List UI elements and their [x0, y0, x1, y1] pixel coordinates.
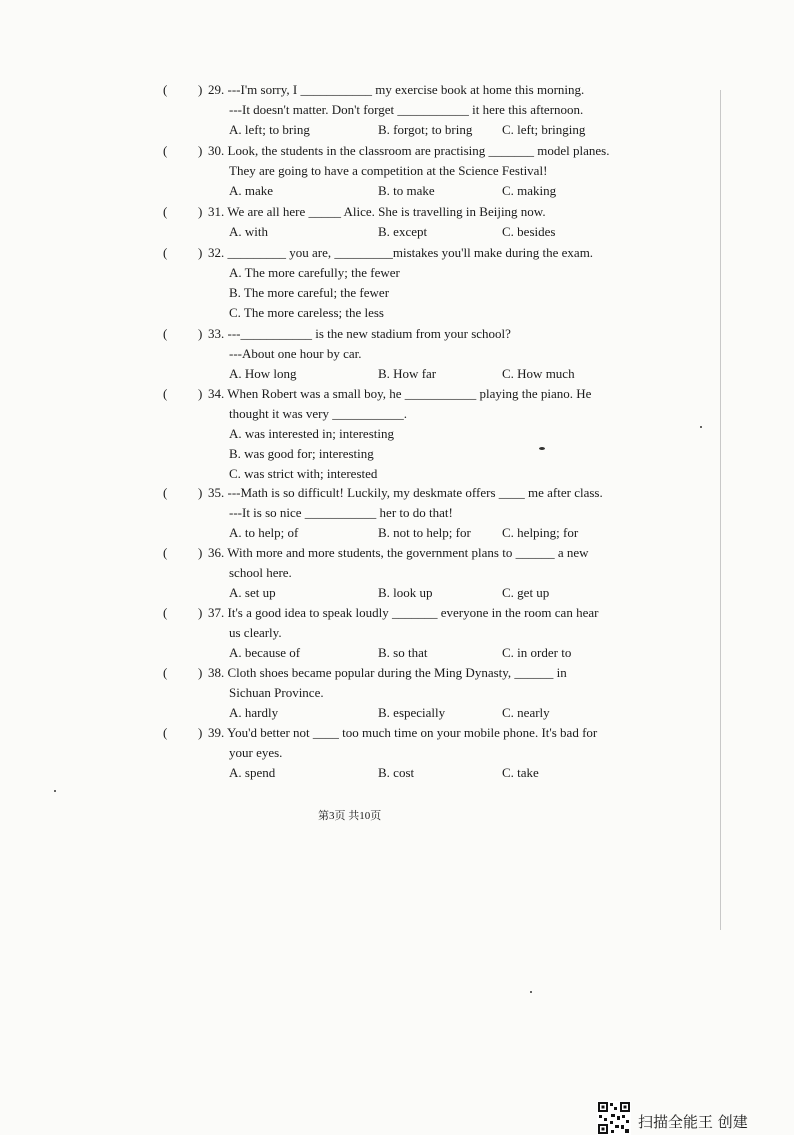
- answer-option: A. set up: [229, 585, 276, 600]
- answer-option: A. spend: [229, 765, 276, 780]
- answer-option: B. so that: [378, 645, 428, 660]
- answer-paren-close: ): [198, 143, 203, 158]
- answer-option: C. helping; for: [502, 525, 579, 540]
- answer-paren-open: (: [163, 326, 168, 341]
- answer-paren-close: ): [198, 605, 203, 620]
- qr-code-icon: [597, 1101, 631, 1135]
- answer-option: B. How far: [378, 366, 437, 381]
- answer-paren-open: (: [163, 725, 168, 740]
- question-line: A. was interested in; interesting: [229, 426, 394, 441]
- question-line: B. was good for; interesting: [229, 446, 374, 461]
- answer-paren-close: ): [198, 545, 203, 560]
- binding-margin-line: [720, 90, 721, 930]
- answer-option: C. get up: [502, 585, 550, 600]
- answer-option: C. left; bringing: [502, 122, 586, 137]
- question-line: ---It is so nice ___________ her to do that!: [229, 505, 453, 520]
- scan-speck: [530, 991, 532, 993]
- answer-paren-close: ): [198, 665, 203, 680]
- answer-paren-open: (: [163, 605, 168, 620]
- answer-option: C. making: [502, 183, 557, 198]
- question-line: ---About one hour by car.: [229, 346, 362, 361]
- question-stem: 30. Look, the students in the classroom are practising _______ model planes.: [208, 143, 610, 158]
- scan-speck: [54, 790, 56, 792]
- answer-paren-open: (: [163, 485, 168, 500]
- scan-speck: [539, 447, 545, 450]
- answer-option: B. cost: [378, 765, 415, 780]
- answer-option: B. especially: [378, 705, 446, 720]
- question-stem: 38. Cloth shoes became popular during the Ming Dynasty, ______ in: [208, 665, 567, 680]
- watermark-text: 扫描全能王 创建: [638, 1113, 748, 1131]
- answer-option: A. because of: [229, 645, 301, 660]
- question-stem: 35. ---Math is so difficult! Luckily, my deskmate offers ____ me after class.: [208, 485, 603, 500]
- answer-paren-close: ): [198, 204, 203, 219]
- question-stem: 34. When Robert was a small boy, he ___________ playing the piano. He: [208, 386, 592, 401]
- answer-paren-open: (: [163, 143, 168, 158]
- question-line: C. The more careless; the less: [229, 305, 384, 320]
- answer-paren-close: ): [198, 725, 203, 740]
- answer-option: B. not to help; for: [378, 525, 471, 540]
- answer-paren-open: (: [163, 245, 168, 260]
- question-line: They are going to have a competition at the Science Festival!: [229, 163, 548, 178]
- question-stem: 33. ---___________ is the new stadium from your school?: [208, 326, 511, 341]
- answer-option: C. take: [502, 765, 539, 780]
- answer-option: B. to make: [378, 183, 435, 198]
- question-line: C. was strict with; interested: [229, 466, 378, 481]
- question-line: A. The more carefully; the fewer: [229, 265, 400, 280]
- answer-paren-close: ): [198, 485, 203, 500]
- question-stem: 37. It's a good idea to speak loudly _______ everyone in the room can hear: [208, 605, 599, 620]
- answer-option: B. except: [378, 224, 428, 239]
- answer-option: B. forgot; to bring: [378, 122, 473, 137]
- question-line: ---It doesn't matter. Don't forget ___________ it here this afternoon.: [229, 102, 584, 117]
- answer-paren-close: ): [198, 386, 203, 401]
- answer-option: A. to help; of: [229, 525, 299, 540]
- question-stem: 36. With more and more students, the government plans to ______ a new: [208, 545, 589, 560]
- answer-option: C. in order to: [502, 645, 572, 660]
- question-stem: 32. _________ you are, _________mistakes you'll make during the exam.: [208, 245, 594, 260]
- scan-speck: [700, 426, 702, 428]
- answer-paren-open: (: [163, 386, 168, 401]
- answer-option: A. How long: [229, 366, 297, 381]
- question-stem: 31. We are all here _____ Alice. She is travelling in Beijing now.: [208, 204, 546, 219]
- answer-paren-open: (: [163, 545, 168, 560]
- answer-option: B. look up: [378, 585, 433, 600]
- page-number: 第3页 共10页: [318, 810, 382, 822]
- answer-option: C. How much: [502, 366, 575, 381]
- answer-option: A. left; to bring: [229, 122, 310, 137]
- question-line: us clearly.: [229, 625, 282, 640]
- question-stem: 29. ---I'm sorry, I ___________ my exercise book at home this morning.: [208, 82, 585, 97]
- question-stem: 39. You'd better not ____ too much time on your mobile phone. It's bad for: [208, 725, 598, 740]
- answer-paren-open: (: [163, 82, 168, 97]
- answer-option: A. hardly: [229, 705, 279, 720]
- answer-paren-open: (: [163, 665, 168, 680]
- answer-paren-open: (: [163, 204, 168, 219]
- answer-option: C. nearly: [502, 705, 550, 720]
- question-line: thought it was very ___________.: [229, 406, 408, 421]
- question-line: Sichuan Province.: [229, 685, 324, 700]
- question-line: your eyes.: [229, 745, 283, 760]
- answer-paren-close: ): [198, 326, 203, 341]
- answer-paren-close: ): [198, 82, 203, 97]
- question-line: B. The more careful; the fewer: [229, 285, 390, 300]
- question-line: school here.: [229, 565, 292, 580]
- answer-paren-close: ): [198, 245, 203, 260]
- answer-option: C. besides: [502, 224, 556, 239]
- answer-option: A. with: [229, 224, 268, 239]
- answer-option: A. make: [229, 183, 274, 198]
